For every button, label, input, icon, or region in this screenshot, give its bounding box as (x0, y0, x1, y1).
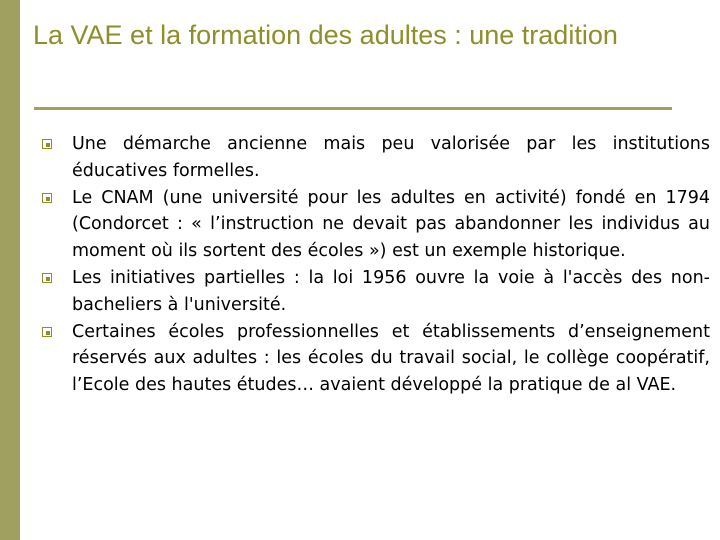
square-bullet-icon (42, 273, 52, 283)
bullet-item-2 (42, 185, 710, 265)
bullet-text-1: Une démarche ancienne mais peu valorisée par les institutions éducatives formelles. (72, 134, 710, 181)
bullet-text-3: Les initiatives partielles : la loi 1956 ouvre la voie à l'accès des non-bacheliers à l'université. (72, 267, 710, 315)
bullet-text-2: Le CNAM (une université pour les adultes en activité) fondé en 1794 (Condorcet : « l’instruction ne devait pas abandonner les individus au moment où ils sortent des écoles ») est un exemple historique. (72, 187, 710, 262)
bullet-item-4 (42, 319, 710, 399)
bullet-item-3 (42, 265, 710, 319)
bullet-item-1 (42, 131, 710, 185)
square-bullet-icon (42, 327, 52, 337)
slide-title: La VAE et la formation des adultes : une tradition (33, 20, 618, 50)
square-bullet-icon (42, 193, 52, 203)
left-accent-bar (0, 0, 20, 540)
bullet-list (42, 131, 710, 399)
title-divider (34, 107, 672, 110)
bullet-text-4: Certaines écoles professionnelles et établissements d’enseignement réservés aux adultes : les écoles du travail social, le collège coopératif, l’Ecole des hautes études… avaient développé la pratique de al VAE. (72, 321, 710, 396)
square-bullet-icon (42, 139, 52, 149)
